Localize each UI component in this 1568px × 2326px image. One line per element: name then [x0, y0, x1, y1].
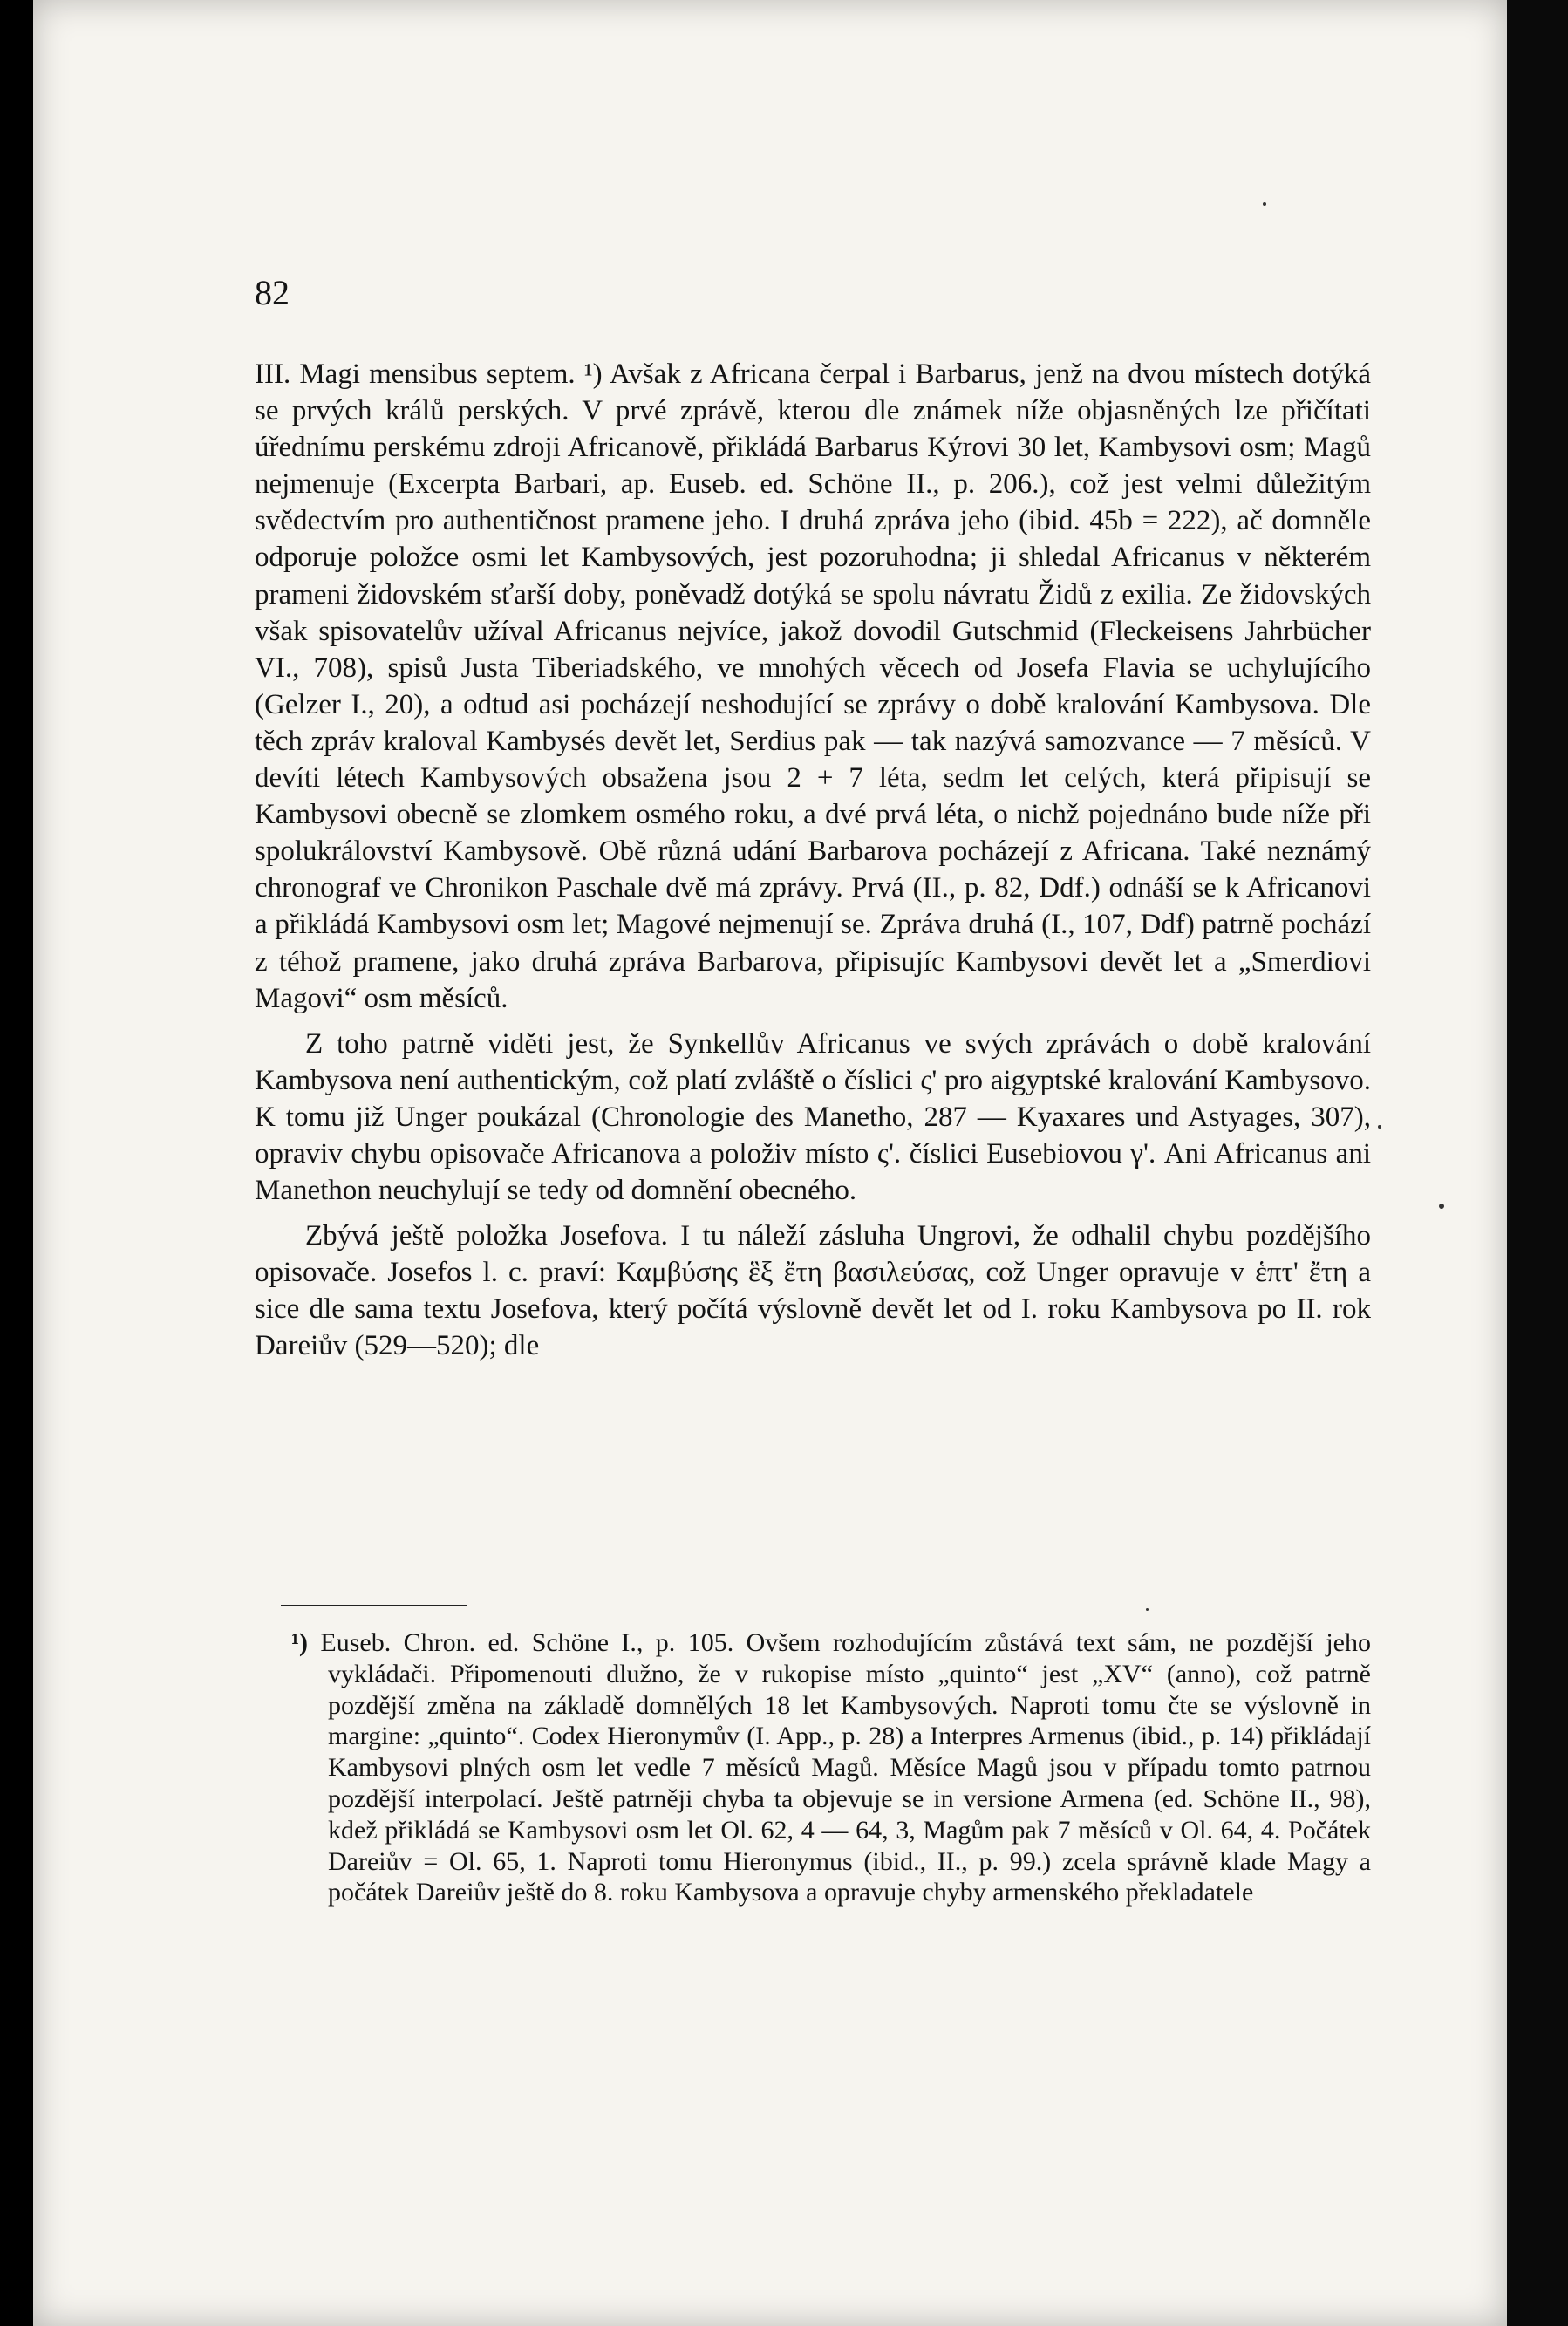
footnote-separator	[281, 1605, 467, 1606]
footnote-marker: ¹)	[291, 1628, 308, 1657]
paragraph-2: Z toho patrně viděti jest, že Synkellův Africanus ve svých zprávách o době kralování Kambysova není authentickým, což platí zvláště o číslici ς' pro aigyptské kralování Kambysovo. K tomu již Unger poukázal (Chronologie des Manetho, 287 — Kyaxares und Astyages, 307), opraviv chybu opisovače Africanova a položiv místo ς'. číslici Eusebiovou γ'. Ani Africanus ani Manethon neuchylují se tedy od domnění obecného.	[255, 1027, 1371, 1207]
print-speck	[1378, 1125, 1381, 1129]
paragraph-3: Zbývá ještě položka Josefova. I tu náleží zásluha Ungrovi, že odhalil chybu pozdějšího opisovače. Josefos l. c. praví: Καμβύσης ἓξ ἔτη βασιλεύσας, což Unger opravuje v ἑπτ' ἔτη a sice dle sama textu Josefova, který počítá výslovně devět let od I. roku Kambysova po II. rok Dareiův (529—520); dle	[255, 1220, 1371, 1362]
footnotes	[291, 1627, 1371, 1908]
main-text	[255, 356, 1371, 1365]
scan-edge	[1507, 0, 1568, 2326]
footnote-1	[291, 1627, 1371, 1908]
print-speck	[1263, 202, 1266, 206]
footnote-text: Euseb. Chron. ed. Schöne I., p. 105. Ovšem rozhodujícím zůstává text sám, ne pozdější jeho vykládači. Připomenouti dlužno, že v rukopise místo „quinto“ jest „XV“ (anno), což patrně pozdější změna na základě domnělých 18 let Kambysových. Naproti tomu čte se výslovně in margine: „quinto“. Codex Hieronymův (I. App., p. 28) a Interpres Armenus (ibid., p. 14) přikládají Kambysovi plných osm let vedle 7 měsíců Magů. Měsíce Magů jsou v případu tomto patrnou pozdější interpolací. Ještě patrněji chyba ta objevuje se in versione Armena (ed. Schöne II., 98), kdež přikládá se Kambysovi osm let Ol. 62, 4 — 64, 3, Magům pak 7 měsíců v Ol. 64, 4. Počátek Dareiův = Ol. 65, 1. Naproti tomu Hieronymus (ibid., II., p. 99.) zcela správně klade Magy a počátek Dareiův ještě do 8. roku Kambysova a opravuje chyby armenského překladatele	[320, 1628, 1371, 1907]
print-speck	[1146, 1608, 1149, 1611]
paragraph-1: III. Magi mensibus septem. ¹) Avšak z Africana čerpal i Barbarus, jenž na dvou místech dotýká se prvých králů perských. V prvé zprávě, kterou dle známek níže objasněných lze přičítati úřednímu perskému zdroji Africanově, přikládá Barbarus Kýrovi 30 let, Kambysovi osm; Magů nejmenuje (Excerpta Barbari, ap. Euseb. ed. Schöne II., p. 206.), což jest velmi důležitým svědectvím pro authentičnost pramene jeho. I druhá zpráva jeho (ibid. 45b = 222), ač domněle odporuje položce osmi let Kambysových, jest pozoruhodna; ji shledal Africanus v některém prameni židovském sťarší doby, poněvadž dotýká se spolu návratu Židů z exilia. Ze židovských však spisovatelův užíval Africanus nejvíce, jakož dovodil Gutschmid (Fleckeisens Jahrbücher VI., 708), spisů Justa Tiberiadského, ve mnohých věcech od Josefa Flavia se uchylujícího (Gelzer I., 20), a odtud asi pocházejí neshodující se zprávy o době kralování Kambysova. Dle těch zpráv kraloval Kambysés devět let, Serdius pak — tak nazývá samozvance — 7 měsíců. V devíti létech Kambysových obsažena jsou 2 + 7 léta, sedm let celých, která připisují se Kambysovi obecně se zlomkem osmého roku, a dvé prvá léta, o nichž pojednáno bude níže při spolukrálovství Kambysově. Obě různá udání Barbarova pocházejí z Africana. Také neznámý chronograf ve Chronikon Paschale dvě má zprávy. Prvá (II., p. 82, Ddf.) odnáší se k Africanovi a přikládá Kambysovi osm let; Magové nejmenují se. Zpráva druhá (I., 107, Ddf) patrně pochází z téhož pramene, jako druhá zpráva Barbarova, připisujíc Kambysovi devět let a „Smerdiovi Magovi“ osm měsíců.	[255, 358, 1371, 1014]
print-speck	[1439, 1204, 1444, 1209]
book-page	[33, 0, 1507, 2326]
page-number: 82	[255, 273, 290, 312]
